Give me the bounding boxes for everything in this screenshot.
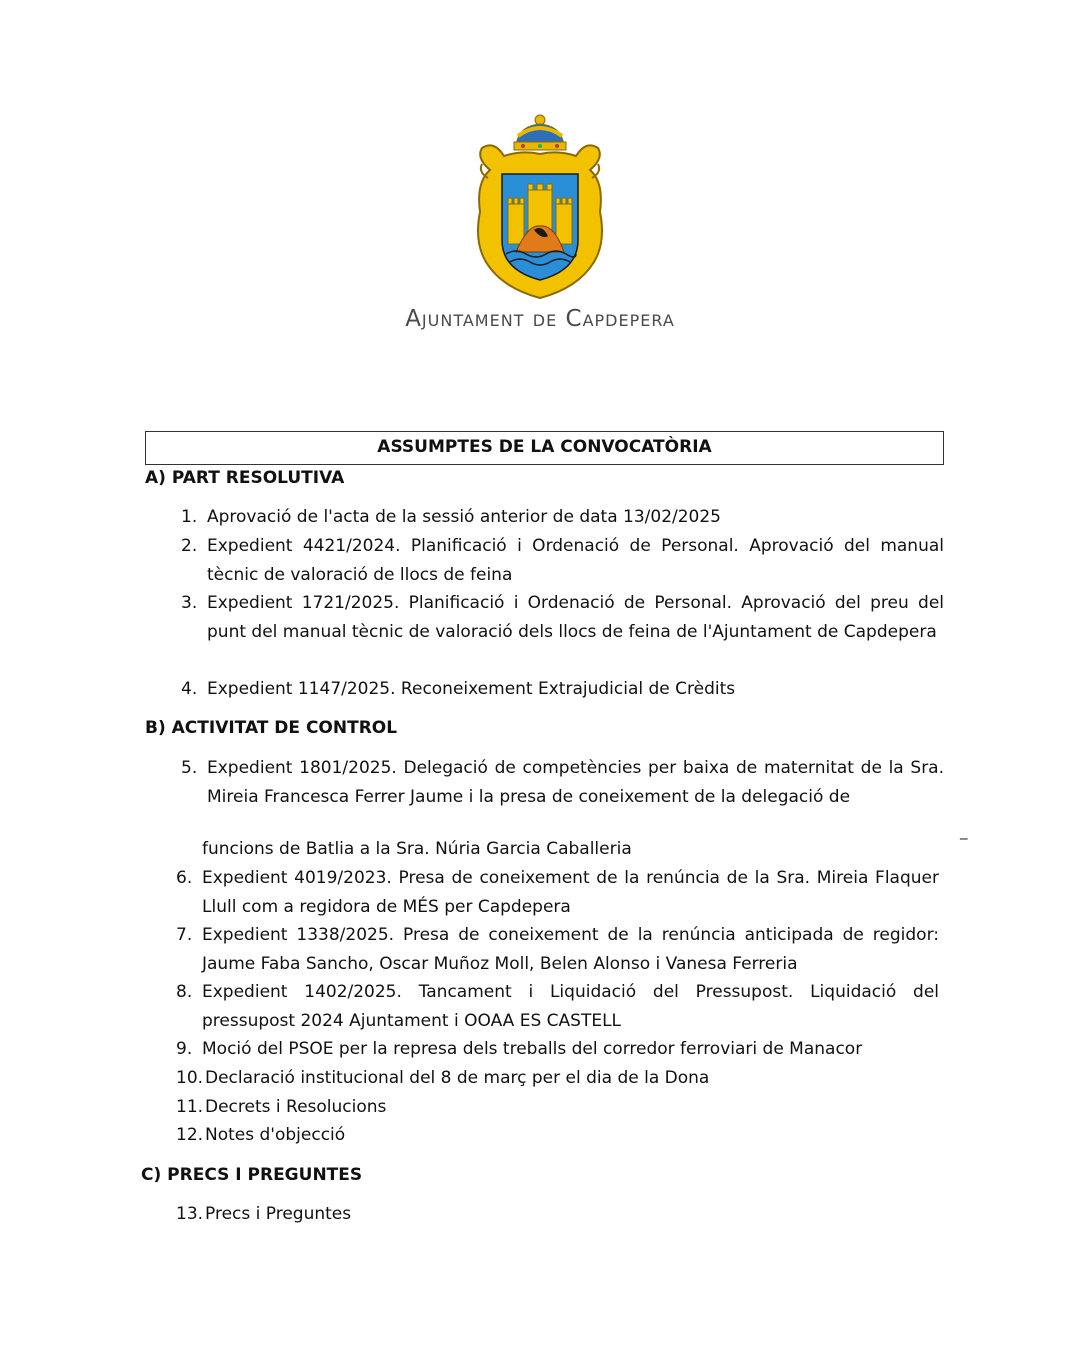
item-text: Precs i Preguntes bbox=[205, 1204, 352, 1224]
item-continuation-text: funcions de Batlia a la Sra. Núria Garcia Caballeria bbox=[202, 839, 632, 859]
item-number: 5. bbox=[181, 758, 198, 778]
item-text: Expedient 1801/2025. Delegació de competències per baixa de maternitat de la Sra. Mireia Francesca Ferrer Jaume i la presa de coneixement de la delegació de bbox=[207, 758, 944, 807]
coat-of-arms-logo bbox=[468, 112, 612, 304]
item-number: 10. bbox=[176, 1068, 204, 1088]
item-number: 2. bbox=[181, 536, 198, 556]
item-text: Notes d'objecció bbox=[205, 1125, 346, 1145]
list-item bbox=[181, 754, 944, 812]
item-number: 3. bbox=[181, 593, 198, 613]
item-text: Expedient 1338/2025. Presa de coneixement de la renúncia anticipada de regidor: Jaume Faba Sancho, Oscar Muñoz Moll, Belen Alonso i Vanesa Ferreria bbox=[202, 925, 939, 974]
section-heading-b: B) ACTIVITAT DE CONTROL bbox=[145, 718, 398, 738]
list-item bbox=[176, 978, 939, 1036]
item-number: 1. bbox=[181, 507, 198, 527]
item-number: 13. bbox=[176, 1204, 204, 1224]
item-text: Expedient 1147/2025. Reconeixement Extrajudicial de Crèdits bbox=[207, 679, 736, 699]
item-number: 11. bbox=[176, 1097, 204, 1117]
item-number: 9. bbox=[176, 1039, 193, 1059]
list-item bbox=[181, 532, 944, 590]
item-text: Expedient 1402/2025. Tancament i Liquidació del Pressupost. Liquidació del pressupost 2024 Ajuntament i OOAA ES CASTELL bbox=[202, 982, 939, 1031]
organization-name: Ajuntament de Capdepera bbox=[405, 306, 675, 332]
item-number: 8. bbox=[176, 982, 193, 1002]
list-item bbox=[176, 1035, 939, 1064]
list-item bbox=[176, 1200, 939, 1229]
item-text: Expedient 4421/2024. Planificació i Ordenació de Personal. Aprovació del manual tècnic de valoració de llocs de feina bbox=[207, 536, 944, 585]
item-text: Decrets i Resolucions bbox=[205, 1097, 387, 1117]
agenda-title: ASSUMPTES DE LA CONVOCATÒRIA bbox=[145, 431, 944, 465]
section-heading-c: C) PRECS I PREGUNTES bbox=[141, 1165, 363, 1185]
list-item bbox=[176, 921, 939, 979]
item-text: Expedient 1721/2025. Planificació i Ordenació de Personal. Aprovació del preu del punt del manual tècnic de valoració dels llocs de feina de l'Ajuntament de Capdepera bbox=[207, 593, 944, 642]
item-number: 6. bbox=[176, 868, 193, 888]
crown-icon bbox=[514, 115, 566, 150]
item-number: 4. bbox=[181, 679, 198, 699]
item-text: Moció del PSOE per la represa dels treballs del corredor ferroviari de Manacor bbox=[202, 1039, 863, 1059]
item-text: Aprovació de l'acta de la sessió anterior de data 13/02/2025 bbox=[207, 507, 722, 527]
section-heading-a: A) PART RESOLUTIVA bbox=[145, 468, 345, 488]
item-number: 12. bbox=[176, 1125, 204, 1145]
list-item bbox=[181, 675, 944, 704]
list-item bbox=[181, 589, 944, 647]
page-break-mark: _ bbox=[960, 822, 968, 840]
list-item bbox=[176, 1121, 939, 1150]
list-item bbox=[176, 1093, 939, 1122]
item-number: 7. bbox=[176, 925, 193, 945]
list-item bbox=[176, 1064, 939, 1093]
item-text: Expedient 4019/2023. Presa de coneixement de la renúncia de la Sra. Mireia Flaquer Llull com a regidora de MÉS per Capdepera bbox=[202, 868, 939, 917]
item-text: Declaració institucional del 8 de març per el dia de la Dona bbox=[205, 1068, 710, 1088]
list-item bbox=[181, 503, 944, 532]
list-item bbox=[176, 864, 939, 922]
